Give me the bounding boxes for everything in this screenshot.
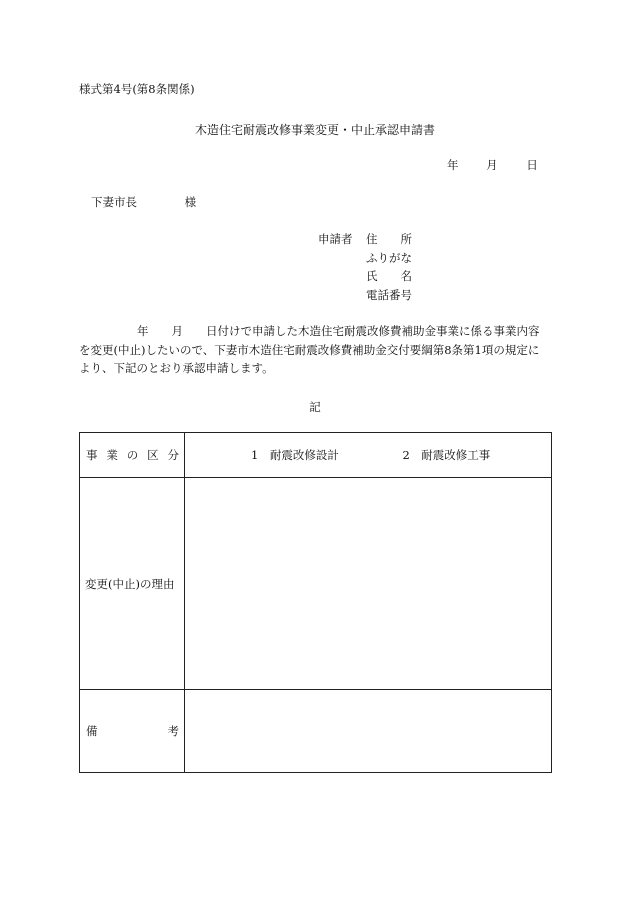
application-table [79,432,552,773]
reason-label: 変更(中止)の理由 [85,576,175,591]
category-label-char: 分 [167,448,179,462]
application-statement [79,322,553,378]
category-options-cell[interactable] [185,433,552,478]
option-seismic-construction[interactable]: 2 耐震改修工事 [402,448,491,462]
applicant-label: 申請者 [318,232,353,246]
category-label-char: 業 [106,448,118,462]
date-day: 日 [526,158,538,172]
applicant-address-label: 住 所 [366,232,412,246]
statement-line-2: を変更(中止)したいので、下妻市木造住宅耐震改修費補助金交付要綱第8条第1項の規定に [79,342,540,357]
remarks-label-cell [80,690,185,773]
reason-input-cell[interactable] [185,478,552,690]
applicant-name-label: 氏 名 [366,269,412,283]
category-label-char: 区 [147,448,159,462]
statement-line-3: より、下記のとおり承認申請します。 [79,361,274,375]
category-label-cell [80,433,185,478]
addressee [91,194,196,210]
date-month: 月 [486,158,498,172]
statement-line-1: 年 月 日付けで申請した木造住宅耐震改修費補助金事業に係る事業内容 [137,324,540,338]
option-seismic-design[interactable]: 1 耐震改修設計 [251,448,339,462]
applicant-phone-label: 電話番号 [366,288,412,302]
applicant-furigana-label: ふりがな [366,251,412,265]
category-label-char: の [126,448,139,462]
remarks-label-char: 考 [167,724,179,738]
date-year: 年 [447,158,459,172]
reason-label-cell [80,478,185,690]
document-title: 木造住宅耐震改修事業変更・中止承認申請書 [194,123,435,137]
remarks-row [80,690,552,773]
category-label-char: 事 [86,448,98,462]
date-line [447,157,538,173]
ki-heading: 記 [309,400,321,414]
remarks-input-cell[interactable] [185,690,552,773]
form-number: 様式第4号(第8条関係) [79,82,195,96]
category-row [80,433,552,478]
addressee-honorific: 様 [184,195,197,209]
remarks-label-char: 備 [86,724,98,738]
addressee-name: 下妻市長 [91,195,137,209]
reason-row [80,478,552,690]
